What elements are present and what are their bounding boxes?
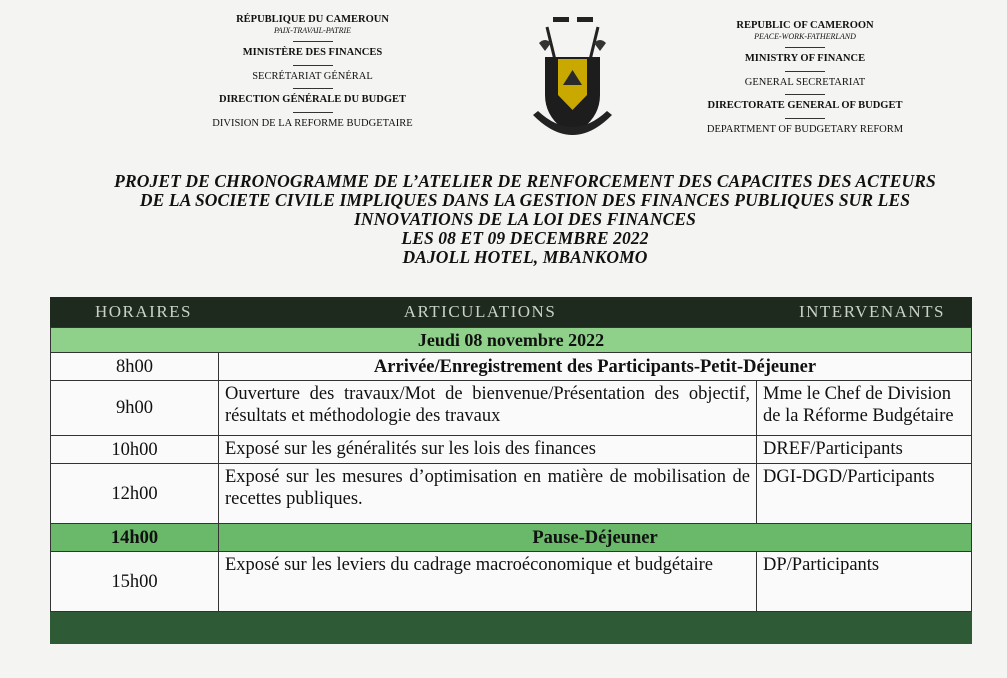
divider: [785, 94, 825, 95]
divider: [785, 118, 825, 119]
divider: [293, 65, 333, 66]
row-speaker: Mme le Chef de Division de la Réforme Budgétaire: [763, 384, 954, 426]
title-line-3: INNOVATIONS DE LA LOI DES FINANCES: [354, 209, 696, 229]
ministry-en: MINISTRY OF FINANCE: [744, 53, 866, 65]
row-articulation: Exposé sur les mesures d’optimisation en matière de mobilisation de recettes publiques.: [219, 464, 757, 523]
coat-of-arms-icon: [525, 15, 620, 150]
directorate-en: DIRECTORATE GENERAL OF BUDGET: [707, 100, 903, 112]
title-line-1: PROJET DE CHRONOGRAMME DE L’ATELIER DE RENFORCEMENT DES CAPACITES DES ACTEURS: [114, 171, 936, 191]
header-articulations: ARTICULATIONS: [403, 302, 557, 321]
motto-fr: PAIX-TRAVAIL-PATRIE: [273, 25, 352, 35]
row-articulation: Ouverture des travaux/Mot de bienvenue/Présentation des objectif, résultats et méthodologie des travaux: [219, 381, 757, 435]
secretariat-fr: SECRÉTARIAT GÉNÉRAL: [252, 70, 373, 82]
divider: [293, 88, 333, 89]
row-time: 10h00: [51, 436, 219, 463]
header-right: [690, 20, 920, 142]
title-venue: DAJOLL HOTEL, MBANKOMO: [402, 247, 648, 267]
motto-en: PEACE-WORK-FATHERLAND: [754, 31, 856, 41]
secretariat-en: GENERAL SECRETARIAT: [744, 76, 866, 88]
divider: [293, 112, 333, 113]
schedule-table: [50, 297, 972, 644]
row-speaker: DREF/Participants: [763, 439, 903, 459]
row-speaker: DGI-DGD/Participants: [763, 467, 935, 487]
divider: [293, 41, 333, 42]
divider: [785, 47, 825, 48]
country-fr: RÉPUBLIQUE DU CAMEROUN: [236, 14, 389, 25]
header-speakers: INTERVENANTS: [798, 302, 945, 321]
table-row: [50, 524, 972, 552]
table-row: [50, 353, 972, 381]
row-articulation: Arrivée/Enregistrement des Participants-Petit-Déjeuner: [373, 356, 817, 377]
table-row: [50, 552, 972, 612]
row-articulation: Exposé sur les leviers du cadrage macroéconomique et budgétaire: [219, 552, 757, 611]
row-time: 9h00: [51, 381, 219, 435]
table-row-cutoff: [50, 612, 972, 644]
division-en: DEPARTMENT OF BUDGETARY REFORM: [706, 123, 904, 135]
row-speaker: DP/Participants: [763, 555, 880, 575]
table-row: [50, 381, 972, 436]
row-time: 12h00: [51, 464, 219, 523]
directorate-fr: DIRECTION GÉNÉRALE DU BUDGET: [219, 94, 406, 106]
division-fr: DIVISION DE LA REFORME BUDGETAIRE: [212, 117, 413, 129]
row-articulation: Pause-Déjeuner: [532, 527, 658, 548]
title-line-2: DE LA SOCIETE CIVILE IMPLIQUES DANS LA GESTION DES FINANCES PUBLIQUES SUR LES: [139, 190, 911, 210]
country-en: REPUBLIC OF CAMEROON: [736, 20, 874, 31]
table-row: [50, 436, 972, 464]
row-articulation: Exposé sur les généralités sur les lois des finances: [219, 436, 757, 463]
divider: [785, 71, 825, 72]
table-row: [50, 464, 972, 524]
document-title: [60, 172, 990, 267]
day-label: Jeudi 08 novembre 2022: [50, 327, 972, 353]
row-time: 8h00: [51, 353, 219, 380]
title-dates: LES 08 ET 09 DECEMBRE 2022: [401, 228, 649, 248]
table-header: [50, 297, 972, 327]
header-time: HORAIRES: [95, 302, 193, 321]
ministry-fr: MINISTÈRE DES FINANCES: [242, 47, 383, 59]
row-time: 15h00: [51, 552, 219, 611]
header-left: [195, 14, 430, 136]
row-time: 14h00: [51, 524, 219, 551]
